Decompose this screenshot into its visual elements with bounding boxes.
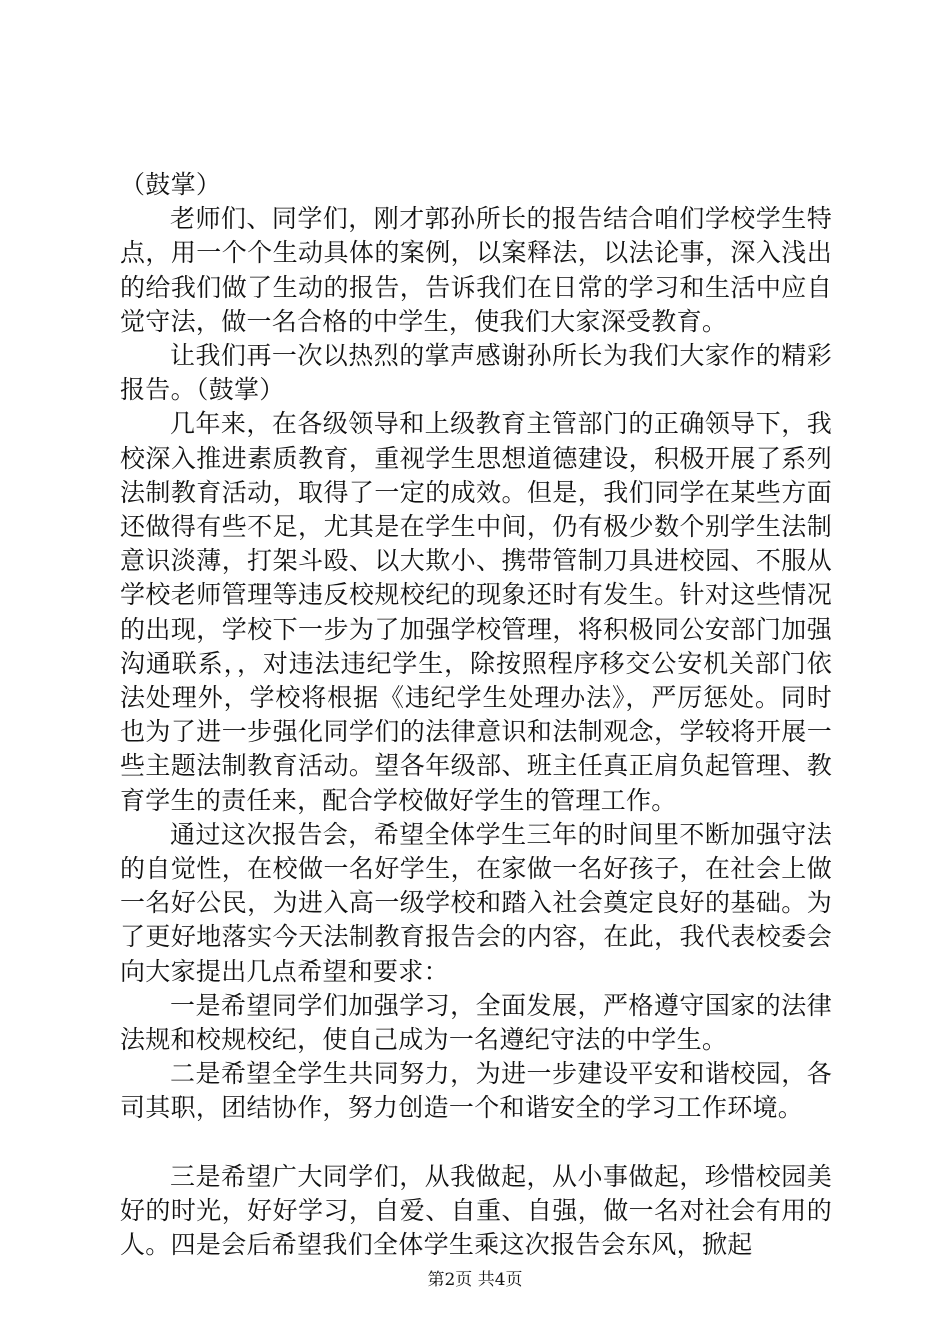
paragraph-hope-two: 二是希望全学生共同努力，为进一步建设平安和谐校园，各司其职，团结协作，努力创造一个和谐安全的学习工作环境。: [120, 1059, 832, 1123]
paragraph-school-progress: 几年来，在各级领导和上级教育主管部门的正确领导下，我校深入推进素质教育，重视学生思想道德建设，积极开展了系列法制教育活动，取得了一定的成效。但是，我们同学在某些方面还做得有些不足，尤其是在学生中间，仍有极少数个别学生法制意识淡薄，打架斗殴、以大欺小、携带管制刀具进校园、不服从学校老师管理等违反校规校纪的现象还时有发生。针对这些情况的出现，学校下一步为了加强学校管理，将积极同公安部门加强沟通联系，，对违法违纪学生，除按照程序移交公安机关部门依法处理外，学校将根据《违纪学生处理办法》，严厉惩处。同时也为了进一步强化同学们的法律意识和法制观念，学较将开展一些主题法制教育活动。望各年级部、班主任真正肩负起管理、教育学生的责任来，配合学校做好学生的管理工作。: [120, 409, 832, 815]
document-body: [120, 168, 832, 1262]
paragraph-report-summary: 老师们、同学们，刚才郭孙所长的报告结合咱们学校学生特点，用一个个生动具体的案例，以案释法，以法论事，深入浅出的给我们做了生动的报告，告诉我们在日常的学习和生活中应自觉守法，做一名合格的中学生，使我们大家深受教育。: [120, 204, 832, 336]
paragraph-hopes-intro: 通过这次报告会，希望全体学生三年的时间里不断加强守法的自觉性，在校做一名好学生，在家做一名好孩子，在社会上做一名好公民，为进入高一级学校和踏入社会奠定良好的基础。为了更好地落实今天法制教育报告会的内容，在此，我代表校委会向大家提出几点希望和要求：: [120, 819, 832, 986]
paragraph-hope-one: 一是希望同学们加强学习，全面发展，严格遵守国家的法律法规和校规校纪，使自己成为一名遵纪守法的中学生。: [120, 990, 832, 1055]
paragraph-thanks: 让我们再一次以热烈的掌声感谢孙所长为我们大家作的精彩报告。（鼓掌）: [120, 341, 832, 405]
paragraph-applause: （鼓掌）: [120, 170, 222, 199]
page-footer: 第2页 共4页: [427, 1270, 523, 1290]
blank-line: [120, 1126, 832, 1160]
paragraph-hope-three: 三是希望广大同学们，从我做起，从小事做起，珍惜校园美好的时光，好好学习，自爱、自重、自强，做一名对社会有用的人。四是会后希望我们全体学生乘这次报告会东风，掀起: [120, 1161, 832, 1260]
